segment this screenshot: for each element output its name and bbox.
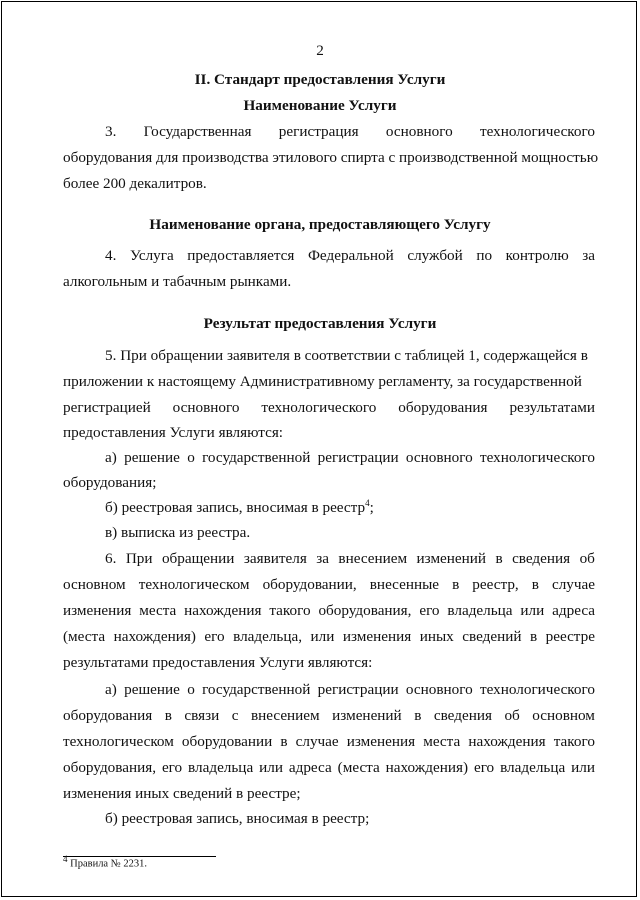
word: оборудования, — [318, 602, 412, 619]
word: в — [529, 628, 538, 645]
word: регистрации — [317, 449, 399, 466]
footnote-mark: 4 — [63, 854, 68, 864]
item-6a-line-4 — [63, 760, 595, 775]
word: его — [161, 759, 183, 776]
word: 6. — [105, 550, 117, 567]
word: регистрации — [317, 681, 399, 698]
paragraph-3-line-3: более 200 декалитров. — [63, 175, 207, 192]
word: владельца — [447, 602, 513, 619]
word: Федеральной — [307, 247, 394, 264]
word: результатами — [509, 399, 595, 416]
word: реестр, — [472, 576, 519, 593]
paragraph-6-line-5: результатами предоставления Услуги являются: — [63, 654, 373, 671]
item-5a-line-2: оборудования; — [63, 474, 157, 491]
word: реестре — [545, 628, 595, 645]
item-5c: в) выписка из реестра. — [105, 524, 251, 541]
page-number: 2 — [316, 42, 324, 59]
word: владельца, — [233, 628, 303, 645]
word: технологического — [479, 123, 595, 140]
word: места — [139, 602, 177, 619]
word: такого — [553, 733, 595, 750]
footnote-reference: 4 — [365, 497, 370, 508]
word: нахождения) — [385, 759, 469, 776]
paragraph-6-line-2 — [63, 577, 595, 592]
word: изменений — [416, 550, 487, 567]
word: за — [582, 247, 595, 264]
word: регистрацией — [63, 399, 151, 416]
word: технологического — [261, 399, 377, 416]
word: адреса — [288, 759, 332, 776]
word: Государственная — [143, 123, 252, 140]
word: государственной — [202, 449, 311, 466]
word: адреса — [552, 602, 595, 619]
word: изменения — [346, 733, 416, 750]
word: оборудования — [63, 707, 153, 724]
word: а) — [105, 449, 117, 466]
word: его — [473, 759, 495, 776]
word: случае — [295, 733, 339, 750]
word: регистрация — [278, 123, 359, 140]
word: государственной — [202, 681, 311, 698]
paragraph-4-line-1 — [105, 248, 595, 263]
item-6a-line-2 — [63, 708, 595, 723]
word: При — [125, 550, 153, 567]
word: а) — [105, 681, 117, 698]
word: решение — [124, 449, 180, 466]
footnote — [63, 854, 147, 870]
paragraph-3-line-1 — [105, 124, 595, 139]
word: внесением — [338, 550, 408, 567]
word: в — [414, 707, 422, 724]
item-6b: б) реестровая запись, вносимая в реестр; — [105, 810, 370, 827]
word: по — [476, 247, 493, 264]
word: нахождения) — [113, 628, 196, 645]
word: предоставляется — [187, 247, 295, 264]
word: (места — [63, 628, 106, 645]
word: сведения — [512, 550, 571, 567]
word: контролю — [505, 247, 569, 264]
paragraph-5-line-3 — [63, 400, 595, 415]
word: за — [316, 550, 329, 567]
word: (места — [337, 759, 380, 776]
paragraph-5-line-1: 5. При обращении заявителя в соответствии с таблицей 1, содержащейся в — [105, 347, 588, 364]
word: технологическом — [63, 733, 174, 750]
paragraph-3-line-2: оборудования для производства этилового спирта с производственной мощностью — [63, 149, 599, 166]
word: нахождения — [184, 602, 262, 619]
paragraph-5-line-2: приложении к настоящему Административному регламенту, за государственной — [63, 373, 582, 390]
word: технологическом — [138, 576, 250, 593]
word: оборудовании — [181, 733, 273, 750]
word: сведений — [462, 628, 522, 645]
footnote-text: Правила № 2231. — [67, 858, 147, 870]
word: в — [452, 576, 460, 593]
item-6a-line-1 — [105, 682, 595, 697]
word: решение — [124, 681, 180, 698]
word: оборудовании, — [262, 576, 357, 593]
word: случае — [551, 576, 595, 593]
word: в — [531, 576, 539, 593]
word: технологического — [479, 681, 595, 698]
word: изменений — [332, 707, 402, 724]
word: заявителя — [243, 550, 307, 567]
word: такого — [269, 602, 311, 619]
word: основном — [63, 576, 126, 593]
word: с — [231, 707, 239, 724]
item-6a-line-3 — [63, 734, 595, 749]
word: нахождения — [468, 733, 546, 750]
word: связи — [184, 707, 220, 724]
word: основного — [405, 681, 473, 698]
word: основном — [532, 707, 595, 724]
word: в — [280, 733, 288, 750]
word: или — [571, 759, 595, 776]
paragraph-6-line-4 — [63, 629, 595, 644]
word: внесенные — [369, 576, 440, 593]
word: его — [419, 602, 440, 619]
section-title: II. Стандарт предоставления Услуги — [194, 71, 446, 88]
word: изменения — [342, 628, 412, 645]
word: 4. — [105, 247, 117, 264]
item-5b-tail: ; — [369, 499, 374, 516]
word: основного — [385, 123, 453, 140]
footnote-divider — [63, 856, 216, 857]
word: его — [204, 628, 225, 645]
word: о — [187, 681, 195, 698]
word: об — [579, 550, 595, 567]
word: или — [310, 628, 335, 645]
word: иных — [419, 628, 454, 645]
subsection-title-result: Результат предоставления Услуги — [203, 315, 437, 332]
word: владельца — [188, 759, 254, 776]
word: об — [504, 707, 520, 724]
word: в — [164, 707, 172, 724]
word: Услуга — [129, 247, 174, 264]
paragraph-4-line-2: алкогольным и табачным рынками. — [63, 273, 292, 290]
subsection-title-service-name: Наименование Услуги — [243, 97, 397, 114]
word: или — [259, 759, 283, 776]
item-5b-text: б) реестровая запись, вносимая в реестр — [105, 499, 366, 516]
paragraph-5-line-4: предоставления Услуги являются: — [63, 424, 284, 441]
subsection-title-authority: Наименование органа, предоставляющего Услугу — [149, 216, 491, 233]
word: в — [495, 550, 503, 567]
paragraph-6-line-1 — [105, 551, 595, 566]
word: технологического — [479, 449, 595, 466]
word: или — [520, 602, 545, 619]
word: места — [423, 733, 461, 750]
item-5b — [105, 497, 374, 516]
word: оборудования, — [63, 759, 157, 776]
word: 3. — [105, 123, 117, 140]
word: внесением — [250, 707, 320, 724]
item-5a-line-1 — [105, 450, 595, 465]
word: обращении — [161, 550, 235, 567]
word: службой — [407, 247, 463, 264]
item-6a-line-5: изменения иных сведений в реестре; — [63, 785, 301, 802]
word: сведения — [433, 707, 492, 724]
paragraph-6-line-3 — [63, 603, 595, 618]
word: основного — [405, 449, 473, 466]
word: о — [187, 449, 195, 466]
word: оборудования — [398, 399, 488, 416]
word: владельца — [500, 759, 566, 776]
word: изменения — [63, 602, 132, 619]
word: основного — [172, 399, 240, 416]
